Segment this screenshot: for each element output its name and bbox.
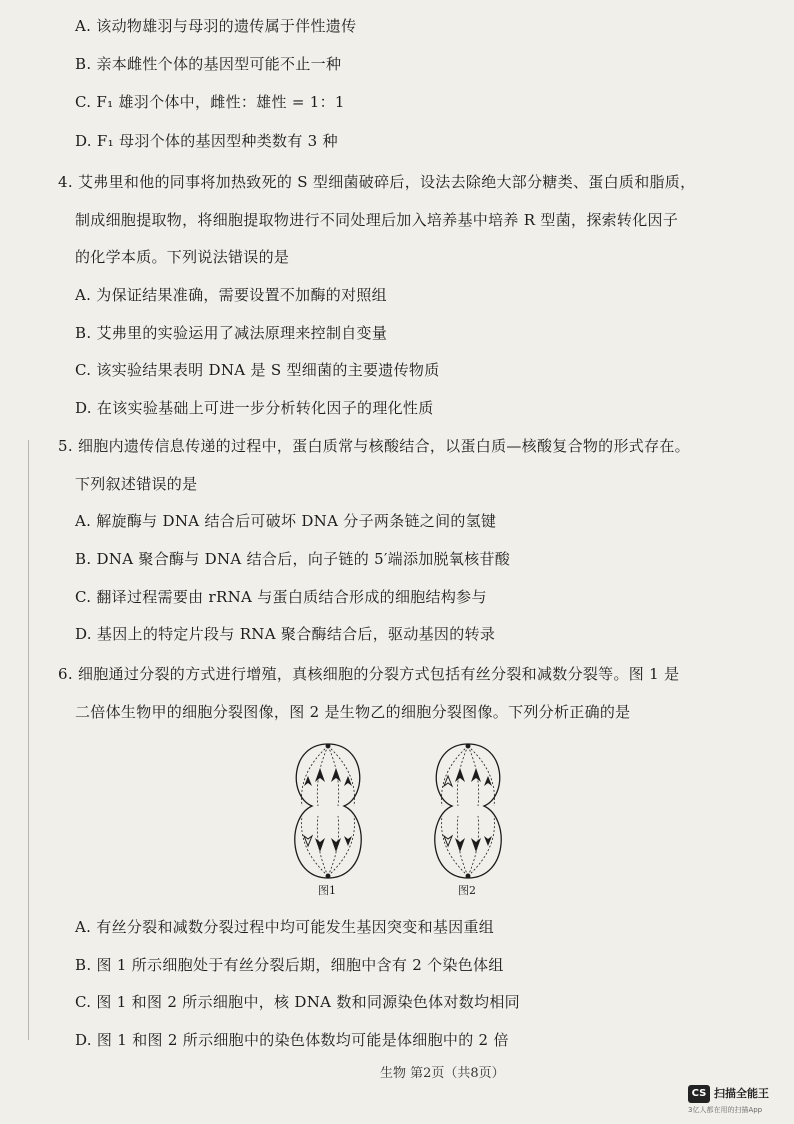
binding-margin-line <box>28 440 29 1040</box>
q4-stem-line-1: 4. 艾弗里和他的同事将加热致死的 S 型细菌破碎后，设法去除绝大部分糖类、蛋白质和脂质， <box>58 173 696 191</box>
scanner-watermark <box>688 1083 788 1119</box>
figure-1-chromosomes <box>304 768 352 852</box>
q4-option-b: B. 艾弗里的实验运用了减法原理来控制自变量 <box>75 324 388 342</box>
q5-option-a: A. 解旋酶与 DNA 结合后可破坏 DNA 分子两条链之间的氢键 <box>75 512 497 530</box>
q6-option-d: D. 图 1 和图 2 所示细胞中的染色体数均可能是体细胞中的 2 倍 <box>75 1031 509 1049</box>
figure-2-cell <box>435 744 501 878</box>
q3-option-a: A. 该动物雄羽与母羽的遗传属于伴性遗传 <box>75 17 357 35</box>
q5-option-d: D. 基因上的特定片段与 RNA 聚合酶结合后，驱动基因的转录 <box>75 625 496 643</box>
page-footer: 生物 第2页（共8页） <box>380 1066 505 1081</box>
q6-stem-line-2: 二倍体生物甲的细胞分裂图像，图 2 是生物乙的细胞分裂图像。下列分析正确的是 <box>75 703 631 721</box>
figure-1-cell <box>295 744 361 878</box>
q5-stem-line-1: 5. 细胞内遗传信息传递的过程中，蛋白质常与核酸结合，以蛋白质—核酸复合物的形式存在。 <box>58 437 690 455</box>
q6-option-c: C. 图 1 和图 2 所示细胞中，核 DNA 数和同源染色体对数均相同 <box>75 993 520 1011</box>
cell-division-figures <box>280 738 530 903</box>
figure-1-svg <box>280 738 530 903</box>
q3-option-b: B. 亲本雌性个体的基因型可能不止一种 <box>75 55 342 73</box>
scanner-tagline: 3亿人都在用的扫描App <box>688 1106 763 1114</box>
q4-option-d: D. 在该实验基础上可进一步分析转化因子的理化性质 <box>75 399 434 417</box>
figure-2-caption: 图2 <box>458 884 476 897</box>
q5-stem-line-2: 下列叙述错误的是 <box>75 475 198 493</box>
q4-stem-line-3: 的化学本质。下列说法错误的是 <box>75 248 290 266</box>
q4-stem-line-2: 制成细胞提取物，将细胞提取物进行不同处理后加入培养基中培养 R 型菌，探索转化因子 <box>75 211 679 229</box>
q4-option-c: C. 该实验结果表明 DNA 是 S 型细菌的主要遗传物质 <box>75 361 440 379</box>
figure-2-chromosomes <box>444 768 492 852</box>
q5-option-c: C. 翻译过程需要由 rRNA 与蛋白质结合形成的细胞结构参与 <box>75 588 487 606</box>
q3-option-d: D. F₁ 母羽个体的基因型种类数有 3 种 <box>75 132 338 150</box>
q3-option-c: C. F₁ 雄羽个体中，雌性：雄性 = 1：1 <box>75 93 345 111</box>
scanner-logo-icon: CS <box>688 1085 710 1103</box>
scanner-brand-name: 扫描全能王 <box>714 1087 769 1100</box>
q6-stem-line-1: 6. 细胞通过分裂的方式进行增殖，真核细胞的分裂方式包括有丝分裂和减数分裂等。图 1 是 <box>58 665 680 683</box>
q6-option-b: B. 图 1 所示细胞处于有丝分裂后期，细胞中含有 2 个染色体组 <box>75 956 504 974</box>
figure-1-caption: 图1 <box>318 884 336 897</box>
q4-option-a: A. 为保证结果准确，需要设置不加酶的对照组 <box>75 286 387 304</box>
q5-option-b: B. DNA 聚合酶与 DNA 结合后，向子链的 5′端添加脱氧核苷酸 <box>75 550 511 568</box>
q6-option-a: A. 有丝分裂和减数分裂过程中均可能发生基因突变和基因重组 <box>75 918 495 936</box>
